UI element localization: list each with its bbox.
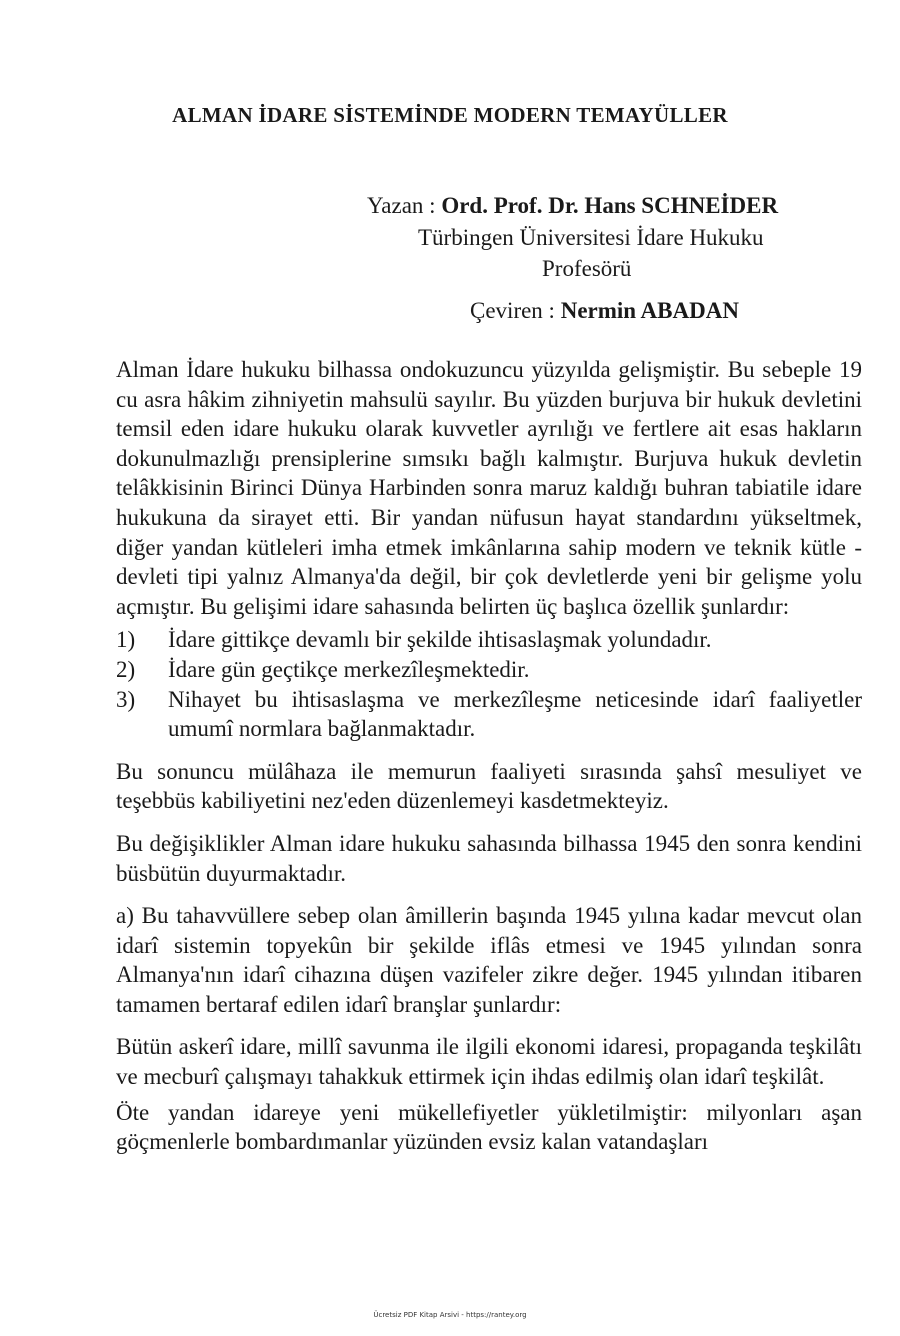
translator-label: Çeviren :	[470, 298, 555, 323]
paragraph-2: Bu sonuncu mülâhaza ile memurun faaliyeti sırasında şahsî mesuliyet ve teşebbüs kabiliyetini nez'eden düzenlemeyi kasdetmekteyiz.	[116, 758, 862, 814]
author-line	[367, 193, 778, 219]
author-affiliation-line2: Profesörü	[542, 256, 632, 281]
author-affiliation-line1: Türbingen Üniversitesi İdare Hukuku	[418, 225, 764, 250]
list-item-number: 2)	[116, 656, 136, 682]
footer-note: Ücretsiz PDF Kitap Arsivi - https://rantey.org	[373, 1311, 527, 1319]
feature-list	[116, 625, 862, 743]
translator-line	[470, 298, 739, 324]
paragraph-5: Bütün askerî idare, millî savunma ile ilgili ekonomi idaresi, propaganda teşkilâtı ve mecburî çalışmayı tahakkuk ettirmek için ihdas edilmiş olan idarî teşkilât.	[116, 1034, 862, 1090]
paragraph-1	[116, 355, 862, 621]
paragraph-1-text: Alman İdare hukuku bilhassa ondokuzuncu yüzyılda gelişmiştir. Bu sebeple 19 cu asra hâkim zihniyetin mahsulü sayılır. Bu yüzden burjuva bir hukuk devletini temsil eden idare hukuku olarak kuvvetler ayrılığı ve fertlere ait esas hakların dokunulmazlığı prensiplerine sımsıkı bağlı kalmıştır. Burjuva hukuk devletin telâkkisinin Birinci Dünya Harbinden sonra maruz kaldığı buhran tabiatile idare hukukuna da sirayet etti. Bir yandan nüfusun hayat standardını yükseltmek, diğer yandan kütleleri imha etmek imkânlarına sahip modern ve teknik kütle - devleti tipi yalnız Almanya'da değil, bir çok devletlerde yeni bir gelişme yolu açmıştır. Bu gelişimi idare sahasında belirten üç başlıca özellik şunlardır:	[116, 357, 862, 619]
list-item-text: İdare gün geçtikçe merkezîleşmektedir.	[168, 656, 530, 682]
author-name: Ord. Prof. Dr. Hans SCHNEİDER	[441, 193, 779, 218]
author-label: Yazan :	[367, 193, 436, 218]
paragraph-3: Bu değişiklikler Alman idare hukuku sahasında bilhassa 1945 den sonra kendini büsbütün duyurmaktadır.	[116, 830, 862, 886]
paragraph-4: a) Bu tahavvüllere sebep olan âmillerin başında 1945 yılına kadar mevcut olan idarî sistemin topyekûn bir şekilde iflâs etmesi ve 1945 yılından sonra Almanya'nın idarî cihazına düşen vazifeler zikre değer. 1945 yılından itibaren tamamen bertaraf edilen idarî branşlar şunlardır:	[116, 903, 862, 1017]
list-item-text: İdare gittikçe devamlı bir şekilde ihtisaslaşmak yolundadır.	[168, 627, 712, 653]
list-item	[116, 625, 862, 655]
list-item-text: Nihayet bu ihtisaslaşma ve merkezîleşme neticesinde idarî faaliyetler umumî normlara bağlanmaktadır.	[168, 686, 862, 742]
article-body	[116, 355, 862, 1157]
translator-name: Nermin ABADAN	[560, 298, 739, 323]
list-item	[116, 685, 862, 744]
list-item-number: 3)	[116, 686, 136, 712]
article-title: ALMAN İDARE SİSTEMİNDE MODERN TEMAYÜLLER	[172, 103, 728, 127]
list-item	[116, 655, 862, 685]
paragraph-6: Öte yandan idareye yeni mükellefiyetler yükletilmiştir: milyonları aşan göçmenlerle bombardımanlar yüzünden evsiz kalan vatandaşları	[116, 1099, 862, 1155]
list-item-number: 1)	[116, 627, 136, 653]
